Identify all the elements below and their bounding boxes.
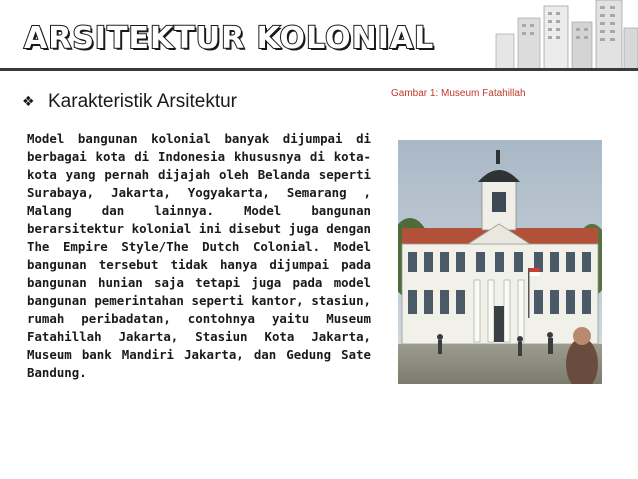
section-heading: [22, 88, 237, 116]
slide-title: ARSITEKTUR KOLONIAL: [24, 21, 435, 56]
title-divider: [0, 68, 638, 71]
city-skyline-icon: [488, 0, 638, 70]
figure-caption: Gambar 1: Museum Fatahillah: [391, 88, 526, 99]
museum-fatahillah-photo: [398, 140, 602, 384]
diamond-bullet-icon: ❖: [22, 94, 35, 110]
heading-text: Karakteristik Arsitektur: [48, 91, 237, 112]
body-paragraph: Model bangunan kolonial banyak dijumpai di berbagai kota di Indonesia khususnya di kota-kota yang pernah dijajah oleh Belanda seperti Surabaya, Jakarta, Yogyakarta, Semarang , Malang dan lainnya. Model bangunan berarsitektur kolonial ini disebut juga dengan The Empire Style/The Dutch Colonial. Model bangunan tersebut tidak hanya dijumpai pada bangunan hunian saja tetapi juga pada model bangunan pemerintahan seperti kantor, stasiun, rumah peribadatan, contohnya yaitu Museum Fatahillah Jakarta, Stasiun Kota Jakarta, Museum bank Mandiri Jakarta, dan Gedung Sate Bandung.: [27, 131, 371, 380]
